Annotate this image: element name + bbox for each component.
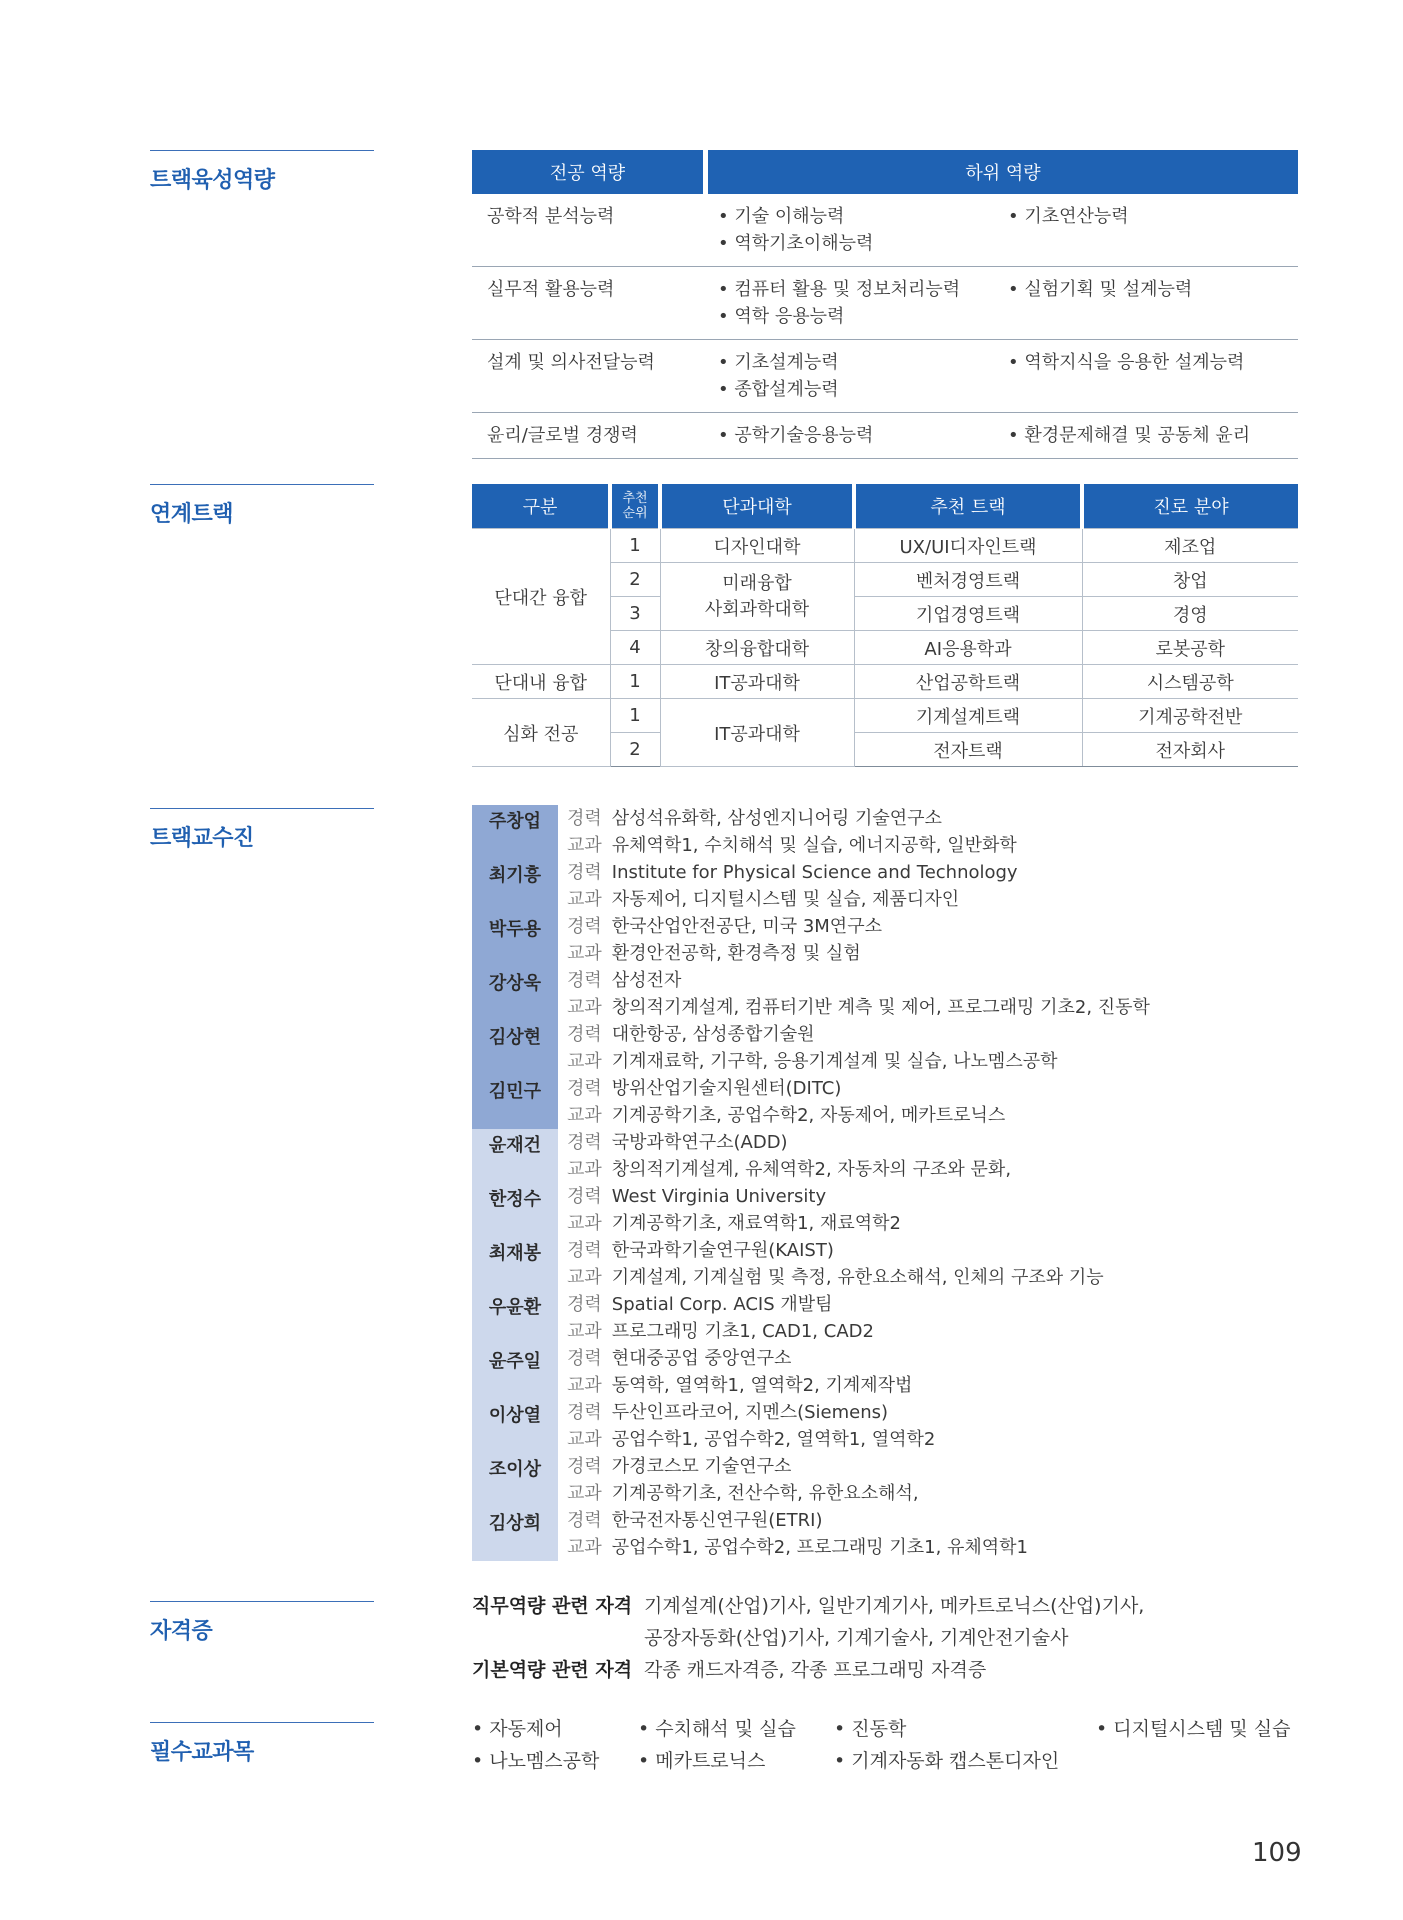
- career-tag: 경력: [567, 1294, 602, 1315]
- competency-table-wrap: [472, 150, 1298, 459]
- faculty-courses: 환경안전공학, 환경측정 및 실험: [611, 943, 861, 964]
- career-tag: 경력: [567, 1186, 602, 1207]
- faculty-entry: [472, 1291, 1298, 1345]
- job-cert-line2: 공장자동화(산업)기사, 기계기술사, 기계안전기술사: [644, 1627, 1069, 1649]
- course-tag: 교과: [567, 1213, 602, 1234]
- faculty-name: 김민구: [472, 1075, 558, 1129]
- track-cell: 전자트랙: [854, 733, 1082, 767]
- faculty-courses: 자동제어, 디지털시스템 및 실습, 제품디자인: [611, 889, 960, 910]
- college-cell: 디자인대학: [660, 529, 854, 563]
- faculty-entry: [472, 1507, 1298, 1561]
- category-cell: 단대간 융합: [472, 529, 610, 665]
- career-cell: 로봇공학: [1082, 631, 1298, 665]
- sub-competency: • 역학기초이해능력: [718, 230, 1008, 257]
- rank-cell: 1: [610, 529, 660, 563]
- job-cert-label: 직무역량 관련 자격: [472, 1595, 633, 1617]
- faculty-name: 윤주일: [472, 1345, 558, 1399]
- required-courses: [472, 1713, 1291, 1777]
- faculty-entry: [472, 1237, 1298, 1291]
- college-cell: IT공과대학: [660, 699, 854, 767]
- course-tag: 교과: [567, 1483, 602, 1504]
- major-competency: 실무적 활용능력: [472, 267, 708, 340]
- header-rank: 추천 순위: [610, 484, 660, 529]
- sub-competency: • 환경문제해결 및 공동체 윤리: [1008, 422, 1298, 449]
- faculty-career: 한국과학기술연구원(KAIST): [611, 1240, 834, 1261]
- major-competency: 설계 및 의사전달능력: [472, 340, 708, 413]
- faculty-career: 삼성석유화학, 삼성엔지니어링 기술연구소: [611, 808, 942, 829]
- sub-competency: • 역학지식을 응용한 설계능력: [1008, 349, 1298, 376]
- course-tag: 교과: [567, 835, 602, 856]
- faculty-name: 최재봉: [472, 1237, 558, 1291]
- faculty-entry: [472, 1399, 1298, 1453]
- track-cell: UX/UI디자인트랙: [854, 529, 1082, 563]
- required-course: • 나노멤스공학: [472, 1745, 638, 1777]
- faculty-entry: [472, 805, 1298, 859]
- career-tag: 경력: [567, 916, 602, 937]
- table-row: [472, 340, 1298, 413]
- course-tag: 교과: [567, 1159, 602, 1180]
- faculty-career: 현대중공업 중앙연구소: [611, 1348, 792, 1369]
- header-career: 진로 분야: [1082, 484, 1298, 529]
- rank-cell: 4: [610, 631, 660, 665]
- faculty-courses: 공업수학1, 공업수학2, 프로그래밍 기초1, 유체역학1: [611, 1537, 1029, 1558]
- career-tag: 경력: [567, 1456, 602, 1477]
- sub-competency: • 기술 이해능력: [718, 203, 1008, 230]
- required-course: • 수치해석 및 실습: [638, 1713, 834, 1745]
- faculty-career: 한국산업안전공단, 미국 3M연구소: [611, 916, 882, 937]
- faculty-courses: 창의적기계설계, 컴퓨터기반 계측 및 제어, 프로그래밍 기초2, 진동학: [611, 997, 1150, 1018]
- faculty-career: 삼성전자: [611, 970, 682, 991]
- faculty-entry: [472, 1129, 1298, 1183]
- faculty-courses: 기계설계, 기계실험 및 측정, 유한요소해석, 인체의 구조와 기능: [611, 1267, 1104, 1288]
- career-tag: 경력: [567, 1132, 602, 1153]
- faculty-entry: [472, 1453, 1298, 1507]
- header-college: 단과대학: [660, 484, 854, 529]
- header-major-competency: 전공 역량: [472, 150, 708, 194]
- basic-cert-label: 기본역량 관련 자격: [472, 1659, 633, 1681]
- sub-competency: • 기초설계능력: [718, 349, 1008, 376]
- faculty-name: 조이상: [472, 1453, 558, 1507]
- sub-competency: • 컴퓨터 활용 및 정보처리능력: [718, 276, 1008, 303]
- course-tag: 교과: [567, 1375, 602, 1396]
- track-cell: 벤처경영트랙: [854, 563, 1082, 597]
- faculty-career: Spatial Corp. ACIS 개발팀: [611, 1294, 833, 1315]
- faculty-career: Institute for Physical Science and Technology: [611, 862, 1018, 883]
- faculty-courses: 기계공학기초, 공업수학2, 자동제어, 메카트로닉스: [611, 1105, 1006, 1126]
- faculty-entry: [472, 1021, 1298, 1075]
- career-tag: 경력: [567, 1348, 602, 1369]
- career-tag: 경력: [567, 970, 602, 991]
- major-competency: 윤리/글로벌 경쟁력: [472, 413, 708, 459]
- linked-track-table: [472, 484, 1298, 767]
- career-tag: 경력: [567, 1240, 602, 1261]
- course-tag: 교과: [567, 1537, 602, 1558]
- major-competency: 공학적 분석능력: [472, 194, 708, 267]
- faculty-name: 김상희: [472, 1507, 558, 1561]
- page-number: 109: [1252, 1838, 1302, 1868]
- course-tag: 교과: [567, 1429, 602, 1450]
- section-title-faculty: 트랙교수진: [150, 808, 374, 852]
- career-cell: 기계공학전반: [1082, 699, 1298, 733]
- required-course: • 기계자동화 캡스톤디자인: [834, 1745, 1059, 1777]
- career-cell: 경영: [1082, 597, 1298, 631]
- section-title-linked-track: 연계트랙: [150, 484, 374, 528]
- college-cell: 창의융합대학: [660, 631, 854, 665]
- header-recommended-track: 추천 트랙: [854, 484, 1082, 529]
- faculty-name: 최기흥: [472, 859, 558, 913]
- career-cell: 제조업: [1082, 529, 1298, 563]
- sub-competency: • 역학 응용능력: [718, 303, 1008, 330]
- career-cell: 창업: [1082, 563, 1298, 597]
- faculty-career: 방위산업기술지원센터(DITC): [611, 1078, 842, 1099]
- course-tag: 교과: [567, 1051, 602, 1072]
- course-tag: 교과: [567, 889, 602, 910]
- faculty-name: 박두용: [472, 913, 558, 967]
- faculty-career: 한국전자통신연구원(ETRI): [611, 1510, 823, 1531]
- faculty-entry: [472, 913, 1298, 967]
- header-category: 구분: [472, 484, 610, 529]
- faculty-name: 이상열: [472, 1399, 558, 1453]
- faculty-courses: 창의적기계설계, 유체역학2, 자동차의 구조와 문화,: [611, 1159, 1012, 1180]
- career-tag: 경력: [567, 862, 602, 883]
- career-tag: 경력: [567, 1024, 602, 1045]
- college-cell: IT공과대학: [660, 665, 854, 699]
- faculty-courses: 동역학, 열역학1, 열역학2, 기계제작법: [611, 1375, 913, 1396]
- course-tag: 교과: [567, 997, 602, 1018]
- faculty-courses: 기계재료학, 기구학, 응용기계설계 및 실습, 나노멤스공학: [611, 1051, 1058, 1072]
- job-cert-line1: 기계설계(산업)기사, 일반기계기사, 메카트로닉스(산업)기사,: [644, 1595, 1145, 1617]
- faculty-entry: [472, 859, 1298, 913]
- track-cell: 기계설계트랙: [854, 699, 1082, 733]
- faculty-entry: [472, 1345, 1298, 1399]
- career-cell: 전자회사: [1082, 733, 1298, 767]
- sub-competency: • 기초연산능력: [1008, 203, 1298, 230]
- certificates-block: [472, 1590, 1144, 1686]
- rank-cell: 1: [610, 665, 660, 699]
- track-cell: 기업경영트랙: [854, 597, 1082, 631]
- rank-cell: 1: [610, 699, 660, 733]
- section-title-certificates: 자격증: [150, 1601, 374, 1645]
- section-title-required-courses: 필수교과목: [150, 1722, 374, 1766]
- faculty-name: 주창업: [472, 805, 558, 859]
- rank-cell: 2: [610, 733, 660, 767]
- faculty-career: 국방과학연구소(ADD): [611, 1132, 788, 1153]
- career-tag: 경력: [567, 1510, 602, 1531]
- career-tag: 경력: [567, 1078, 602, 1099]
- required-course: • 메카트로닉스: [638, 1745, 834, 1777]
- required-course: • 자동제어: [472, 1713, 638, 1745]
- table-row: [472, 413, 1298, 459]
- linked-track-table-wrap: [472, 484, 1298, 767]
- career-tag: 경력: [567, 1402, 602, 1423]
- table-row: [472, 194, 1298, 267]
- track-cell: 산업공학트랙: [854, 665, 1082, 699]
- career-tag: 경력: [567, 808, 602, 829]
- faculty-name: 우윤환: [472, 1291, 558, 1345]
- course-tag: 교과: [567, 1321, 602, 1342]
- faculty-name: 강상욱: [472, 967, 558, 1021]
- faculty-list: [472, 805, 1298, 1561]
- category-cell: 단대내 융합: [472, 665, 610, 699]
- table-row: [472, 267, 1298, 340]
- required-course: • 진동학: [834, 1713, 1096, 1745]
- faculty-career: 대한항공, 삼성종합기술원: [611, 1024, 815, 1045]
- course-tag: 교과: [567, 943, 602, 964]
- course-tag: 교과: [567, 1267, 602, 1288]
- faculty-career: 가경코스모 기술연구소: [611, 1456, 792, 1477]
- faculty-name: 윤재건: [472, 1129, 558, 1183]
- competency-table: [472, 150, 1298, 459]
- sub-competency: • 종합설계능력: [718, 376, 1008, 403]
- section-title-competency: 트랙육성역량: [150, 150, 374, 194]
- required-course: • 디지털시스템 및 실습: [1096, 1713, 1291, 1745]
- faculty-courses: 프로그래밍 기초1, CAD1, CAD2: [611, 1321, 874, 1342]
- sub-competency: • 실험기획 및 설계능력: [1008, 276, 1298, 303]
- career-cell: 시스템공학: [1082, 665, 1298, 699]
- faculty-courses: 기계공학기초, 전산수학, 유한요소해석,: [611, 1483, 919, 1504]
- college-cell: 미래융합 사회과학대학: [660, 563, 854, 631]
- faculty-courses: 기계공학기초, 재료역학1, 재료역학2: [611, 1213, 902, 1234]
- faculty-entry: [472, 1183, 1298, 1237]
- table-row: [472, 529, 1298, 563]
- track-cell: AI응용학과: [854, 631, 1082, 665]
- rank-cell: 2: [610, 563, 660, 597]
- basic-cert-value: 각종 캐드자격증, 각종 프로그래밍 자격증: [644, 1659, 987, 1681]
- header-sub-competency: 하위 역량: [708, 150, 1298, 194]
- sub-competency: • 공학기술응용능력: [718, 422, 1008, 449]
- faculty-courses: 유체역학1, 수치해석 및 실습, 에너지공학, 일반화학: [611, 835, 1017, 856]
- table-row: [472, 665, 1298, 699]
- faculty-name: 한정수: [472, 1183, 558, 1237]
- rank-cell: 3: [610, 597, 660, 631]
- faculty-entry: [472, 967, 1298, 1021]
- faculty-entry: [472, 1075, 1298, 1129]
- faculty-career: 두산인프라코어, 지멘스(Siemens): [611, 1402, 889, 1423]
- faculty-courses: 공업수학1, 공업수학2, 열역학1, 열역학2: [611, 1429, 936, 1450]
- faculty-name: 김상현: [472, 1021, 558, 1075]
- faculty-career: West Virginia University: [611, 1186, 827, 1207]
- table-row: [472, 699, 1298, 733]
- category-cell: 심화 전공: [472, 699, 610, 767]
- course-tag: 교과: [567, 1105, 602, 1126]
